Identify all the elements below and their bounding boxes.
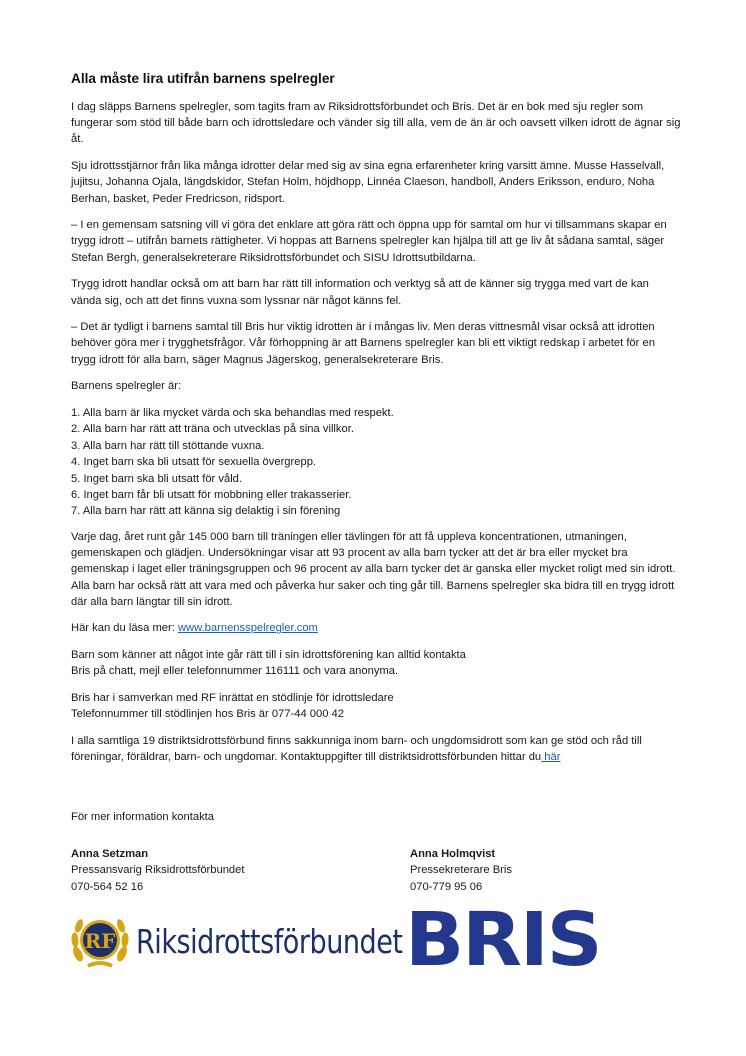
safe-sport-paragraph: Trygg idrott handlar också om att barn har rätt till information och verktyg så att de känner sig trygga med vart de kan vända sig, och att det finns vuxna som lyssnar när något känns fel.: [71, 278, 649, 307]
press-release: [71, 70, 681, 776]
rule-item: 2. Alla barn har rätt att träna och utvecklas på sina villkor.: [71, 423, 354, 436]
bris-logo: BRIS: [405, 897, 601, 983]
rule-item: 4. Inget barn ska bli utsatt för sexuella övergrepp.: [71, 456, 317, 469]
rules-list: [71, 405, 681, 520]
bris-contact-line: Barn som känner att något inte går rätt till i sin idrottsförening kan alltid kontakta: [71, 649, 466, 662]
bris-contact-line: Bris på chatt, mejl eller telefonnummer 116111 och vara anonyma.: [71, 665, 399, 678]
riksidrottsforbundet-wordmark: Riksidrottsförbundet: [136, 922, 403, 961]
athletes-paragraph: Sju idrottsstjärnor från lika många idrotter delar med sig av sina egna erfarenheter kring varsitt ämne. Musse Hasselvall, jujitsu, Johanna Ojala, längdskidor, Stefan Holm, höjdhopp, Linnéa Claeson, handboll, Anders Eriksson, enduro, Noha Berhan, basket, Peder Fredricson, ridsport.: [71, 160, 665, 205]
barnensspelregler-link[interactable]: www.barnensspelregler.com: [177, 622, 318, 635]
contact-name: Anna Holmqvist: [410, 848, 496, 860]
contact-phone: 070-564 52 16: [71, 880, 144, 893]
contact-intro: För mer information kontakta: [71, 811, 215, 823]
svg-text:RF: RF: [84, 929, 116, 953]
district-link[interactable]: här: [541, 751, 561, 764]
page-title: Alla måste lira utifrån barnens spelregler: [71, 71, 335, 86]
riksidrottsforbundet-logo: [70, 910, 403, 974]
quote-stefan-bergh: – I en gemensam satsning vill vi göra det enklare att göra rätt och öppna upp för samtal om hur vi tillsammans skapar en trygg idrott – utifrån barnets rättigheter. Vi hoppas att Barnens spelregler kan hjälpa till att ge liv åt sådana samtal, säger Stefan Bergh, generalsekreterare Riksidrottsförbundet och SISU Idrottsutbildarna.: [71, 219, 667, 264]
bris-contact-paragraph: [71, 647, 681, 679]
quote-magnus-jagerskog: – Det är tydligt i barnens samtal till Bris hur viktig idrotten är i mångas liv. Men deras vittnesmål visar också att idrotten behöver göra mer i trygghetsfrågor. Vår förhoppning är att Barnens spelregler kan bli ett viktigt redskap i arbetet för en trygg idrott för alla barn, säger Magnus Jägerskog, generalsekreterare Bris.: [71, 321, 655, 366]
read-more-label: Här kan du läsa mer:: [71, 622, 178, 635]
contact-name: Anna Setzman: [71, 848, 149, 860]
rf-emblem-icon: [70, 910, 130, 974]
support-line-text: Bris har i samverkan med RF inrättat en stödlinje för idrottsledare: [71, 692, 394, 705]
rules-heading: Barnens spelregler är:: [71, 380, 182, 393]
district-text: I alla samtliga 19 distriktsidrottsförbund finns sakkunniga inom barn- och ungdomsidrott som kan ge stöd och råd till föreningar, föräldrar, barn- och ungdomar. Kontaktuppgifter till distriktsidrottsförbunden hittar du: [71, 734, 642, 764]
rule-item: 6. Inget barn får bli utsatt för mobbning eller trakasserier.: [71, 489, 352, 502]
contact-anna-setzman: [71, 846, 244, 895]
read-more-paragraph: [71, 620, 681, 636]
statistics-paragraph: Varje dag, året runt går 145 000 barn till träningen eller tävlingen för att få uppleva koncentrationen, utmaningen, gemenskapen och glädjen. Undersökningar visar att 93 procent av alla barn tycker att det är bra eller mycket bra gemenskap i laget eller träningsgruppen och 96 procent av alla barn tycker det är ganska eller mycket roligt med sin idrott. Alla barn har också rätt att vara med och påverka hur saker och ting går till. Barnens spelregler ska bidra till en trygg idrott där alla barn längtar till sin idrott.: [71, 530, 676, 608]
intro-paragraph: I dag släpps Barnens spelregler, som tagits fram av Riksidrottsförbundet och Bris. Det är en bok med sju regler som fungerar som stöd till både barn och idrottsledare och vänder sig till alla, vem de än är och oavsett vilken idrott de ägnar sig åt.: [71, 101, 681, 146]
rule-item: 5. Inget barn ska bli utsatt för våld.: [71, 472, 243, 485]
rule-item: 1. Alla barn är lika mycket värda och ska behandlas med respekt.: [71, 407, 394, 420]
contact-anna-holmqvist: [410, 846, 512, 895]
contact-phone: 070-779 95 06: [410, 880, 483, 893]
contact-role: Pressekreterare Bris: [410, 864, 512, 877]
support-line-phone: Telefonnummer till stödlinjen hos Bris är 077-44 000 42: [71, 708, 344, 721]
rule-item: 7. Alla barn har rätt att känna sig delaktig i sin förening: [71, 505, 341, 518]
contact-role: Pressansvarig Riksidrottsförbundet: [71, 864, 245, 877]
support-line-paragraph: [71, 690, 681, 722]
district-paragraph: [71, 733, 681, 765]
rule-item: 3. Alla barn har rätt till stöttande vuxna.: [71, 439, 265, 452]
